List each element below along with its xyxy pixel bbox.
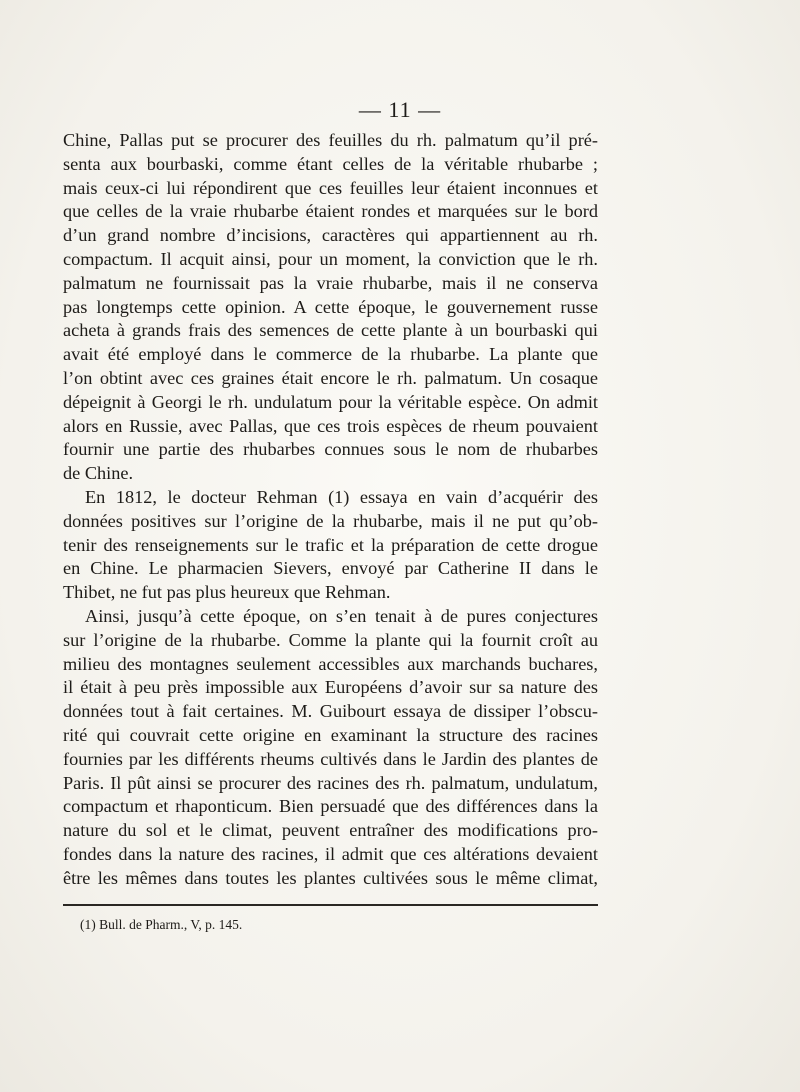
text-line: mais ceux-ci lui répondirent que ces feuilles leur étaient inconnues et	[63, 177, 598, 198]
text-line: de Chine.	[63, 463, 134, 484]
text-line: pas longtemps cette opinion. A cette époque, le gouvernement russe	[63, 296, 598, 317]
text-line: Ainsi, jusqu’à cette époque, on s’en tenait à de pures conjectures	[85, 605, 598, 626]
text-line: milieu des montagnes seulement accessibles aux marchands buchares,	[63, 653, 598, 674]
text-line: compactum et rhaponticum. Bien persuadé que des différences dans la	[63, 796, 598, 817]
text-line: En 1812, le docteur Rehman (1) essaya en vain d’acquérir des	[85, 486, 598, 507]
text-line: fondes dans la nature des racines, il admit que ces altérations devaient	[63, 843, 598, 864]
text-line: rité qui couvrait cette origine en examinant la structure des racines	[63, 724, 598, 745]
text-line: données tout à fait certaines. M. Guibourt essaya de dissiper l’obscu-	[63, 701, 598, 722]
text-line: senta aux bourbaski, comme étant celles de la véritable rhubarbe ;	[63, 153, 598, 174]
text-line: Chine, Pallas put se procurer des feuilles du rh. palmatum qu’il pré-	[63, 130, 598, 150]
text-line: données positives sur l’origine de la rhubarbe, mais il ne put qu’ob-	[63, 510, 598, 531]
text-line: dépeignit à Georgi le rh. undulatum pour la véritable espèce. On admit	[63, 391, 598, 412]
body-text	[63, 129, 598, 891]
text-line: fournir une partie des rhubarbes connues sous le nom de rhubarbes	[63, 439, 598, 460]
text-line: Thibet, ne fut pas plus heureux que Rehman.	[63, 582, 391, 603]
text-line: compactum. Il acquit ainsi, pour un moment, la conviction que le rh.	[63, 248, 598, 269]
text-line: l’on obtint avec ces graines était encore le rh. palmatum. Un cosaque	[63, 367, 598, 388]
text-line: acheta à grands frais des semences de cette plante à un bourbaski qui	[63, 320, 598, 341]
text-line: d’un grand nombre d’incisions, caractères qui appartiennent au rh.	[63, 225, 598, 246]
text-line: alors en Russie, avec Pallas, que ces trois espèces de rheum pouvaient	[63, 415, 598, 436]
text-line: sur l’origine de la rhubarbe. Comme la plante qui la fournit croît au	[63, 629, 598, 650]
text-line: en Chine. Le pharmacien Sievers, envoyé par Catherine II dans le	[63, 558, 598, 579]
text-line: Paris. Il pût ainsi se procurer des racines des rh. palmatum, undulatum,	[63, 772, 598, 793]
text-line: être les mêmes dans toutes les plantes cultivées sous le même climat,	[63, 867, 598, 888]
text-line: palmatum ne fournissait pas la vraie rhubarbe, mais il ne conserva	[63, 272, 598, 293]
text-line: que celles de la vraie rhubarbe étaient rondes et marquées sur le bord	[63, 201, 598, 222]
text-line: il était à peu près impossible aux Européens d’avoir sur sa nature des	[63, 677, 598, 698]
page-number: — 11 —	[358, 97, 442, 122]
footnote-divider	[63, 904, 598, 906]
text-line: avait été employé dans le commerce de la rhubarbe. La plante que	[63, 344, 598, 365]
text-line: tenir des renseignements sur le trafic et la préparation de cette drogue	[63, 534, 598, 555]
text-line: nature du sol et le climat, peuvent entraîner des modifications pro-	[63, 820, 598, 841]
footnote: (1) Bull. de Pharm., V, p. 145.	[80, 917, 243, 932]
text-line: fournies par les différents rheums cultivés dans le Jardin des plantes de	[63, 748, 598, 769]
